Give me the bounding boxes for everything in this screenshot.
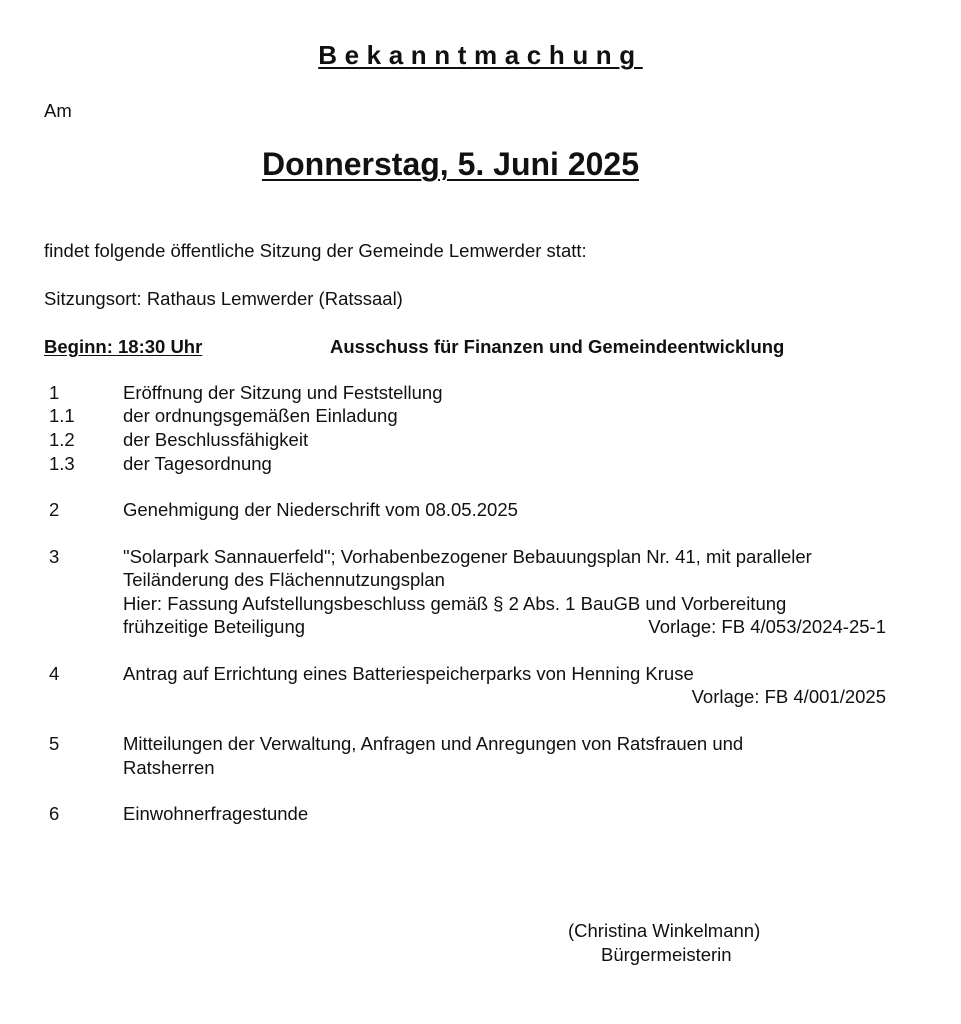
agenda-text: Eröffnung der Sitzung und Feststellung (123, 382, 443, 403)
agenda-text: Antrag auf Errichtung eines Batteriespeicherparks von Henning Kruse (123, 663, 694, 684)
agenda-text: Hier: Fassung Aufstellungsbeschluss gemäß § 2 Abs. 1 BauGB und Vorbereitung (123, 593, 787, 614)
agenda-text: Teiländerung des Flächennutzungsplan (123, 569, 445, 590)
agenda-text: der ordnungsgemäßen Einladung (123, 405, 398, 426)
agenda-text: Einwohnerfragestunde (123, 803, 309, 824)
agenda-number: 4 (49, 663, 60, 684)
meeting-date: Donnerstag, 5. Juni 2025 (261, 146, 639, 182)
agenda-number: 2 (49, 499, 60, 520)
signatory-role: Bürgermeisterin (601, 944, 732, 965)
meeting-location: Sitzungsort: Rathaus Lemwerder (Ratssaal) (44, 288, 403, 309)
agenda-text: der Tagesordnung (123, 453, 272, 474)
agenda-text: Ratsherren (123, 757, 215, 778)
intro-text: findet folgende öffentliche Sitzung der Gemeinde Lemwerder statt: (44, 240, 587, 261)
agenda-reference: Vorlage: FB 4/001/2025 (691, 686, 886, 707)
agenda-number: 1 (49, 382, 60, 403)
agenda-text: Mitteilungen der Verwaltung, Anfragen und Anregungen von Ratsfrauen und (123, 733, 744, 754)
agenda-number: 1.2 (49, 429, 75, 450)
agenda-text: der Beschlussfähigkeit (123, 429, 309, 450)
agenda-number: 1.3 (49, 453, 75, 474)
agenda-text: Genehmigung der Niederschrift vom 08.05.2025 (123, 499, 518, 520)
start-time: Beginn: 18:30 Uhr (44, 336, 203, 357)
agenda-number: 5 (49, 733, 60, 754)
document-title: Bekanntmachung (318, 40, 643, 70)
agenda-text: "Solarpark Sannauerfeld"; Vorhabenbezogener Bebauungsplan Nr. 41, mit paralleler (123, 546, 812, 567)
agenda-number: 1.1 (49, 405, 75, 426)
signatory-name: (Christina Winkelmann) (568, 920, 761, 941)
agenda-text: frühzeitige Beteiligung (123, 616, 306, 637)
agenda-reference: Vorlage: FB 4/053/2024-25-1 (648, 616, 886, 637)
agenda-number: 6 (49, 803, 60, 824)
date-intro: Am (44, 100, 72, 121)
agenda-number: 3 (49, 546, 60, 567)
committee-name: Ausschuss für Finanzen und Gemeindeentwicklung (330, 336, 785, 357)
